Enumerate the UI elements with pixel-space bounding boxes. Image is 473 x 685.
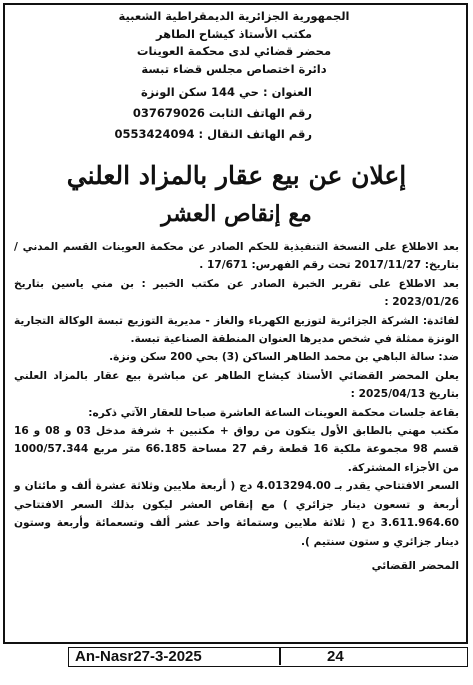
page-number: 24 <box>327 648 344 665</box>
paragraph-defendant: ضد: سالة الباهي بن محمد الطاهر الساكن (3) بحي 200 سكن ونزة. <box>109 351 459 364</box>
contact-landline: رقم الهاتف الثابت 037679026 <box>132 106 312 120</box>
paragraph-judgment: بعد الاطلاع على النسخة التنفيذية للحكم الصادر عن محكمة العوينات القسم المدني / بتاريخ: 2017/11/27 تحت رقم الفهرس: 17/671 . <box>14 241 459 272</box>
contact-address: العنوان : حي 144 سكن الونزة <box>140 85 312 99</box>
paragraph-price: السعر الافتتاحي يقدر بـ 4.013294.00 دج ( أربعة ملايين وثلاثة عشرة ألف و مائتان و أربعة و تسعون دينار جزائري ) مع إنقاص العشر ليكون بذلك السعر الافتتاحي 3.611.964.60 دج ( ثلاثة ملايين وستمائة واحد عشر ألف وتسعمائة وأربعة وستون دينار جزائري و ستون سنتيم ). <box>14 480 459 548</box>
issuer-header <box>100 8 368 78</box>
notice-body <box>14 238 459 575</box>
footer-divider <box>279 648 281 665</box>
paragraph-expert-report: بعد الاطلاع على تقرير الخبرة الصادر عن مكتب الخبير : بن مني ياسين بتاريخ 2023/01/26 : <box>14 277 459 309</box>
notice-subtitle: مع إنقاص العشر <box>161 201 312 227</box>
paragraph-venue: بقاعة جلسات محكمة العوينات الساعة العاشرة صباحا للعقار الآتي ذكره: <box>88 406 459 419</box>
header-line-office: مكتب الأستاذ كيشاح الطاهر <box>155 26 312 41</box>
notice-title: إعلان عن بيع عقار بالمزاد العلني <box>66 161 407 190</box>
header-line-republic: الجمهورية الجزائرية الديمقراطية الشعبية <box>118 9 350 23</box>
signature: المحضر القضائي <box>371 559 459 572</box>
publication-date: An-Nasr27-3-2025 <box>75 648 202 665</box>
publication-footer <box>68 647 468 667</box>
header-line-bailiff: محضر قضائي لدى محكمة العوينات <box>136 44 332 58</box>
paragraph-property: مكتب مهني بالطابق الأول يتكون من رواق + مكتبين + شرفة مدخل 03 و 08 و 16 قسم 98 مجموعة ملكية 16 قطعة رقم 27 مساحة 66.185 متر مربع 1000/57.344 من الأجزاء المشتركة. <box>14 425 459 474</box>
paragraph-announcement: يعلن المحضر القضائي الأستاذ كيشاح الطاهر عن مباشرة بيع عقار بالمزاد العلني بتاريخ 2025/04/13 : <box>14 369 459 401</box>
contact-mobile: رقم الهاتف النقال : 0553424094 <box>114 127 312 141</box>
paragraph-beneficiary: لفائدة: الشركة الجزائرية لتوزيع الكهرباء والغاز - مديرية التوزيع تبسة الوكالة التجارية الونزة ممثلة في شخص مديرها العنوان المنطقة الصناعية تبسة. <box>14 314 459 346</box>
contact-block <box>112 82 312 145</box>
header-line-jurisdiction: دائرة اختصاص مجلس قضاء تبسة <box>141 61 327 76</box>
